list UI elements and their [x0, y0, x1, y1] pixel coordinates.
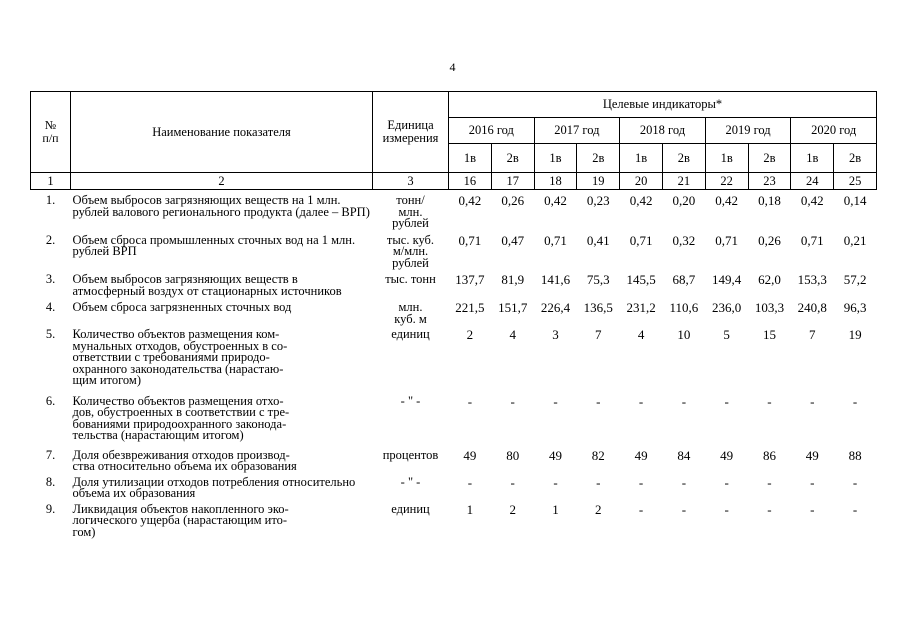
- indicator-value: 1: [552, 501, 559, 517]
- indicator-value: 7: [809, 327, 816, 342]
- indicator-value: 0,71: [800, 232, 824, 248]
- row-number: 8.: [45, 474, 56, 489]
- indicator-value: -: [467, 474, 473, 490]
- indicator-value: 103,3: [754, 300, 785, 315]
- unit-of-measure: [373, 325, 449, 387]
- indicator-value: 240,8: [797, 300, 827, 315]
- index-cell: 23: [748, 173, 791, 190]
- table-row: [31, 269, 877, 297]
- text-line: Объем сброса загрязненных сточных вод: [72, 300, 292, 314]
- text-line: Объем выбросов загрязняющих веществ на 1 млн. рублей валового регионального продукта (далее – ВРП): [72, 193, 370, 219]
- text-line: ства относительно объема их образования: [72, 459, 297, 473]
- header-variant: 1в: [705, 144, 748, 173]
- index-cell: 24: [791, 173, 834, 190]
- indicator-value: 0,42: [715, 193, 739, 208]
- indicator-value: -: [681, 393, 687, 409]
- indicator-value: -: [724, 474, 729, 490]
- header-variant: 2в: [748, 144, 791, 173]
- indicator-value: -: [724, 501, 729, 517]
- text-line: охранного законодательства (нарастаю-: [72, 361, 284, 376]
- unit-of-measure: [373, 190, 449, 230]
- indicator-value: 0,42: [458, 193, 482, 208]
- header-year: 2017 год: [534, 118, 620, 144]
- indicator-value: -: [852, 474, 858, 490]
- indicator-value: 0,71: [458, 232, 482, 248]
- index-cell: 21: [662, 173, 705, 190]
- indicator-value: 231,2: [626, 300, 656, 315]
- table-row: [31, 500, 877, 539]
- indicator-value: -: [596, 474, 601, 490]
- indicator-value: -: [767, 393, 772, 409]
- indicator-value: -: [510, 393, 515, 409]
- row-number: 3.: [45, 272, 56, 286]
- text-line: Количество объектов размещения ком-: [72, 327, 280, 341]
- row-number: 1.: [45, 193, 56, 207]
- indicator-value: 0,71: [629, 232, 653, 248]
- table-row: [31, 325, 877, 387]
- indicator-name: [71, 325, 373, 387]
- text-line: - " -: [400, 393, 421, 408]
- text-line: млн.: [398, 300, 423, 314]
- indicator-value: 4: [637, 327, 645, 342]
- index-cell: 22: [705, 173, 748, 190]
- table-header: [31, 92, 877, 190]
- text-line: Доля утилизации отходов потребления относительно объема их образования: [72, 474, 356, 500]
- indicator-value: 2: [466, 327, 474, 342]
- row-number: 9.: [45, 501, 56, 516]
- indicator-name: [71, 387, 373, 442]
- text-line: тонн/: [396, 193, 425, 207]
- page-number: 4: [449, 60, 456, 74]
- indicator-value: -: [596, 393, 601, 409]
- indicator-name: [71, 297, 373, 325]
- header-year: 2019 год: [705, 118, 791, 144]
- row-number: 5.: [45, 327, 56, 341]
- index-cell: 19: [577, 173, 620, 190]
- indicator-value: 75,3: [586, 272, 610, 287]
- indicator-value: 141,6: [540, 272, 571, 287]
- header-unit-line1: Единица: [387, 118, 434, 132]
- text-line: тыс. тонн: [385, 272, 436, 286]
- indicator-value: -: [638, 474, 644, 490]
- indicator-value: -: [553, 474, 558, 490]
- header-variant: 1в: [620, 144, 663, 173]
- header-unit: [373, 92, 449, 173]
- indicator-value: 0,21: [843, 232, 867, 248]
- index-cell: 16: [449, 173, 492, 190]
- text-line: Количество объектов размещения отхо-: [72, 393, 284, 408]
- header-variant: 2в: [577, 144, 620, 173]
- indicator-value: 86: [762, 447, 776, 463]
- indicator-value: 0,71: [715, 232, 739, 248]
- indicator-value: -: [767, 474, 772, 490]
- indicator-value: -: [638, 501, 644, 517]
- indicator-value: 137,7: [455, 272, 485, 287]
- header-variant: 1в: [791, 144, 834, 173]
- indicator-value: 110,6: [669, 300, 699, 315]
- row-number: 2.: [45, 232, 56, 247]
- indicator-value: 49: [634, 447, 648, 463]
- indicator-value: -: [810, 393, 815, 409]
- indicator-value: 0,32: [672, 232, 696, 248]
- header-variant: 2в: [662, 144, 705, 173]
- text-line: Ликвидация объектов накопленного эко-: [72, 501, 289, 516]
- index-cell: 25: [834, 173, 877, 190]
- indicator-name: [71, 473, 373, 500]
- indicator-value: -: [767, 501, 772, 517]
- indicator-value: 145,5: [626, 272, 656, 287]
- indicator-value: 2: [595, 501, 602, 517]
- indicator-value: 80: [506, 447, 520, 463]
- unit-of-measure: [373, 473, 449, 500]
- table-row: [31, 190, 877, 230]
- index-cell: 1: [31, 173, 71, 190]
- indicator-value: 0,47: [501, 232, 525, 248]
- indicator-value: 0,26: [758, 232, 781, 248]
- text-line: Объем выбросов загрязняющих веществ в атмосферный воздух от стационарных источников: [72, 272, 342, 298]
- header-variant: 1в: [449, 144, 492, 173]
- indicator-value: 7: [595, 327, 602, 342]
- indicator-value: 0,41: [586, 232, 610, 248]
- indicator-value: 96,3: [843, 300, 867, 315]
- indicator-value: 88: [848, 447, 862, 463]
- text-line: единиц: [391, 327, 430, 341]
- indicator-value: 49: [463, 447, 477, 463]
- indicator-value: 226,4: [540, 300, 571, 315]
- text-line: мунальных отходов, обустроенных в со-: [72, 338, 288, 353]
- row-number: 4.: [45, 300, 56, 314]
- indicator-value: 151,7: [498, 300, 528, 315]
- indicator-name: [71, 500, 373, 539]
- text-line: Доля обезвреживания отходов производ-: [72, 447, 290, 462]
- indicator-value: -: [724, 393, 729, 409]
- indicator-value: 68,7: [672, 272, 696, 287]
- indicator-value: -: [810, 501, 815, 517]
- header-num: [31, 92, 71, 173]
- indicator-value: 1: [466, 501, 474, 517]
- indicator-value: 136,5: [583, 300, 613, 315]
- text-line: ответствии с требованиями природо-: [72, 350, 270, 364]
- header-name: Наименование показателя: [71, 92, 373, 173]
- text-line: - " -: [400, 474, 421, 489]
- indicator-value: 0,23: [586, 193, 610, 208]
- indicator-value: 4: [509, 327, 516, 342]
- indicator-value: 19: [848, 327, 862, 342]
- unit-of-measure: [373, 230, 449, 270]
- text-line: бованиями природоохранного законода-: [72, 416, 287, 431]
- text-line: рублей: [392, 216, 429, 230]
- indicator-value: 62,0: [758, 272, 781, 287]
- indicator-value: -: [638, 393, 644, 409]
- indicator-value: 49: [548, 447, 562, 463]
- text-line: млн.: [398, 204, 423, 219]
- indicator-value: -: [467, 393, 473, 409]
- text-line: м/млн.: [392, 244, 429, 258]
- indicator-value: -: [510, 474, 515, 490]
- header-num-line1: №: [44, 118, 57, 132]
- indicator-name: [71, 190, 373, 230]
- text-line: щим итогом): [72, 373, 141, 387]
- header-unit-line2: измерения: [382, 131, 439, 145]
- indicator-value: 0,42: [800, 193, 824, 208]
- indicator-value: 0,20: [672, 193, 696, 208]
- indicator-value: 149,4: [712, 272, 742, 287]
- table-row: [31, 473, 877, 500]
- text-line: процентов: [382, 447, 439, 462]
- unit-of-measure: [373, 269, 449, 297]
- index-cell: 2: [71, 173, 373, 190]
- header-year: 2016 год: [449, 118, 535, 144]
- target-indicators-table: [30, 91, 877, 538]
- indicator-value: -: [852, 393, 858, 409]
- indicator-value: 81,9: [501, 272, 525, 287]
- indicator-value: -: [852, 501, 858, 517]
- indicator-value: -: [681, 474, 687, 490]
- indicator-value: 49: [805, 447, 819, 463]
- text-line: тельства (нарастающим итогом): [72, 428, 244, 442]
- indicator-value: 3: [552, 327, 559, 342]
- indicator-value: 57,2: [843, 272, 867, 287]
- header-year: 2020 год: [791, 118, 877, 144]
- row-number: 6.: [45, 393, 56, 408]
- table-row: [31, 297, 877, 325]
- text-line: единиц: [391, 501, 430, 516]
- indicator-value: -: [681, 501, 687, 517]
- index-cell: 18: [534, 173, 577, 190]
- indicator-value: 153,3: [797, 272, 827, 287]
- header-year: 2018 год: [620, 118, 706, 144]
- header-group: Целевые индикаторы*: [449, 92, 877, 118]
- indicator-value: -: [810, 474, 815, 490]
- row-number: 7.: [45, 447, 56, 462]
- indicator-name: [71, 230, 373, 270]
- table-row: [31, 442, 877, 473]
- indicator-value: 10: [677, 327, 691, 342]
- index-cell: 17: [491, 173, 534, 190]
- indicator-value: 0,71: [544, 232, 567, 248]
- indicator-value: 0,42: [629, 193, 653, 208]
- indicator-value: 49: [720, 447, 734, 463]
- unit-of-measure: [373, 387, 449, 442]
- indicator-value: 236,0: [712, 300, 742, 315]
- table-row: [31, 230, 877, 270]
- header-variant: 2в: [491, 144, 534, 173]
- indicator-value: 221,5: [455, 300, 485, 315]
- indicator-value: 0,18: [758, 193, 781, 208]
- header-variant: 1в: [534, 144, 577, 173]
- text-line: дов, обустроенных в соответствии с тре-: [72, 405, 290, 419]
- indicator-value: 15: [762, 327, 776, 342]
- text-line: Объем сброса промышленных сточных вод на 1 млн. рублей ВРП: [72, 232, 356, 258]
- header-variant: 2в: [834, 144, 877, 173]
- text-line: логического ущерба (нарастающим ито-: [72, 513, 288, 527]
- text-line: тыс. куб.: [386, 232, 435, 247]
- indicator-name: [71, 269, 373, 297]
- header-num-line2: п/п: [42, 131, 59, 145]
- table-row: [31, 387, 877, 442]
- indicator-value: -: [553, 393, 558, 409]
- indicator-value: 82: [591, 447, 605, 463]
- indicator-value: 0,42: [544, 193, 567, 208]
- table-body: [31, 190, 877, 539]
- indicator-value: 0,26: [501, 193, 525, 208]
- indicator-value: 0,14: [843, 193, 867, 208]
- indicator-value: 2: [509, 501, 516, 517]
- index-cell: 20: [620, 173, 663, 190]
- index-cell: 3: [373, 173, 449, 190]
- unit-of-measure: [373, 500, 449, 539]
- header-index-row: [31, 173, 877, 190]
- text-line: гом): [72, 524, 96, 539]
- unit-of-measure: [373, 442, 449, 473]
- unit-of-measure: [373, 297, 449, 325]
- indicator-value: 5: [723, 327, 730, 342]
- indicator-value: 84: [677, 447, 691, 463]
- text-line: рублей: [392, 255, 429, 270]
- text-line: куб. м: [394, 311, 427, 326]
- indicator-name: [71, 442, 373, 473]
